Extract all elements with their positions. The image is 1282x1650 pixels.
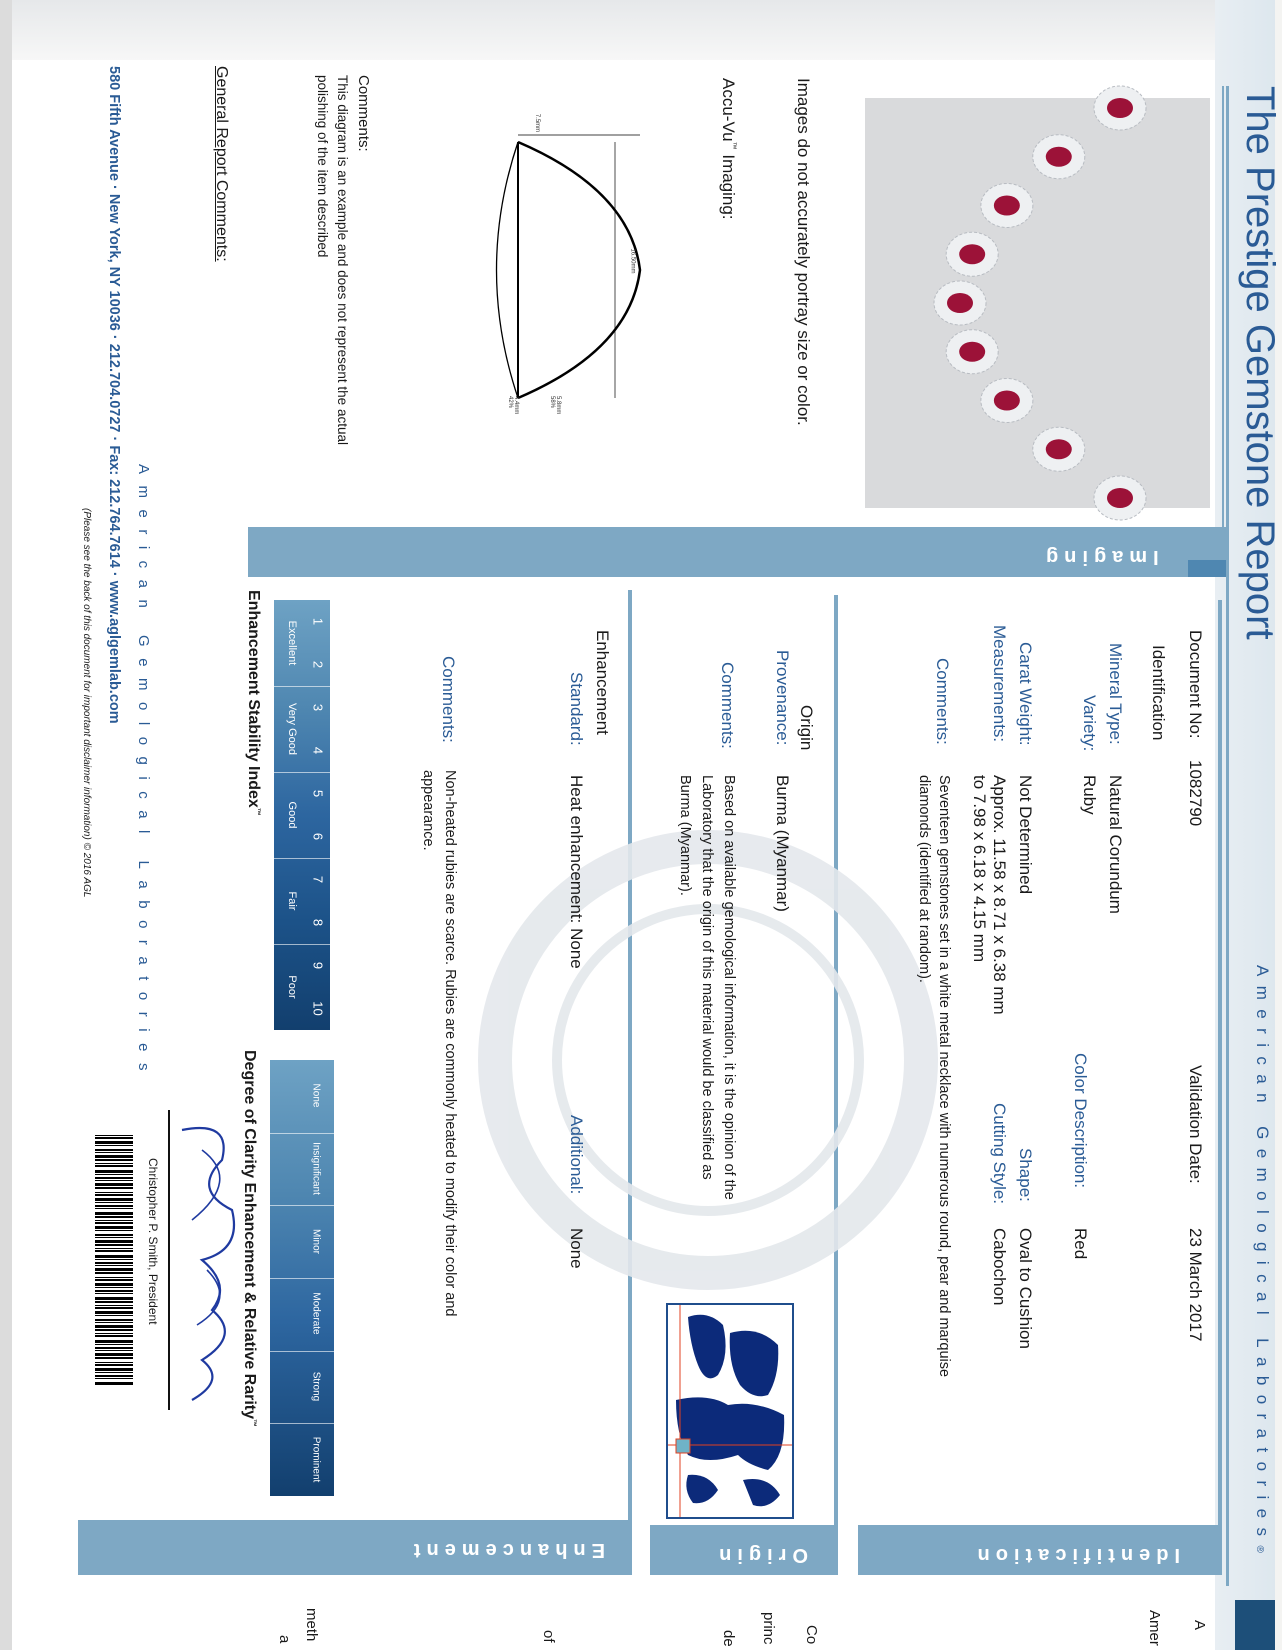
barcode-bar (95, 1290, 133, 1292)
color-description-value: Red (1071, 1228, 1090, 1260)
shape-value: Oval to Cushion (1016, 1228, 1035, 1349)
footer-org: American Gemological Laboratories (135, 464, 152, 1082)
identification-comments-line1: Seventeen gemstones set in a white metal necklace with numerous round, pear and marquise (936, 775, 952, 1378)
ruby-stone (1046, 147, 1072, 167)
edge-text-co: Co (803, 1625, 820, 1645)
measurements-line1: Approx. 11.58 x 8.71 x 6.38 mm (990, 775, 1009, 1015)
shape-label: Shape: (1016, 1148, 1035, 1202)
stability-number-10: 10 (310, 1000, 326, 1016)
barcode-graphic (95, 1135, 133, 1385)
footer-disclaimer: (Please see the back of this document for important disclaimer information) © 2016 AGL (81, 508, 92, 898)
mineral-type-value: Natural Corundum (1106, 775, 1125, 914)
ruby-stone (959, 342, 985, 362)
barcode-bar (95, 1208, 133, 1209)
variety-label: Variety: (1080, 695, 1099, 752)
document-no-label: Document No: (1186, 630, 1205, 739)
clarity-degree-2: Minor (310, 1228, 322, 1254)
necklace-photo (865, 98, 1210, 508)
barcode-bar (95, 1159, 133, 1161)
barcode-bar (95, 1163, 133, 1164)
diagram-comments-text: This diagram is an example and does not represent the actual polishing of the item described (315, 75, 350, 445)
stability-grade-1: Very Good (286, 703, 298, 755)
barcode-bar (95, 1325, 133, 1328)
dim-top: 7.5mm (534, 113, 541, 133)
barcode-bar (95, 1287, 133, 1288)
barcode-bar (95, 1382, 133, 1385)
edge-text-princ: princ (760, 1612, 777, 1645)
cabochon-diagram (470, 120, 650, 420)
stability-divider (274, 772, 330, 773)
necklace-image (865, 98, 1210, 508)
enhancement-bar-label-wrap: Enhancement (407, 1539, 605, 1561)
stability-number-3: 3 (310, 703, 326, 711)
ruby-stone (994, 196, 1020, 216)
stability-grade-2: Good (286, 801, 298, 829)
barcode-bar (95, 1297, 133, 1300)
barcode-bar (95, 1202, 133, 1203)
dim-length: 16.50mm (629, 248, 636, 274)
origin-section-label: Origin (797, 705, 816, 751)
barcode-bar (95, 1240, 133, 1243)
signature-line (168, 1110, 170, 1410)
images-disclaimer: Images do not accurately portray size or color. (794, 78, 813, 426)
report-title: The Prestige Gemstone Report (1238, 86, 1282, 640)
world-map-graphic (668, 1305, 792, 1517)
mineral-type-label: Mineral Type: (1106, 643, 1125, 745)
barcode-bar (95, 1344, 133, 1345)
clarity-divider (270, 1423, 334, 1424)
stability-title: Enhancement Stability Index™ (245, 590, 262, 816)
barcode-bar (95, 1268, 133, 1271)
clarity-rarity-1: Very Rare (258, 1146, 270, 1191)
barcode-bar (95, 1255, 133, 1258)
dim-right-top: 5.8mm 58% (549, 396, 561, 415)
clarity-divider (270, 1133, 334, 1134)
barcode-bar (95, 1347, 133, 1349)
enhancement-comments-line1: Non-heated rubies are scarce. Rubies are commonly heated to modify their color and (442, 770, 458, 1317)
clarity-degree-4: Strong (310, 1371, 322, 1402)
barcode-bar (95, 1262, 133, 1264)
stability-number-8: 8 (310, 918, 326, 926)
validation-label: Validation Date: (1186, 1065, 1205, 1184)
barcode-bar (95, 1183, 133, 1186)
barcode-bar (95, 1145, 133, 1146)
barcode-bar (95, 1137, 133, 1139)
edge-text-meth: meth (303, 1608, 320, 1642)
barcode-bar (95, 1226, 133, 1229)
barcode-bar (95, 1152, 133, 1153)
clarity-scale (258, 1060, 334, 1496)
edge-text-amer: Amer (1146, 1610, 1163, 1646)
signatory-name: Christopher P. Smith, President (146, 1158, 160, 1325)
general-comments-label: General Report Comments: (213, 66, 230, 262)
barcode-bar (95, 1220, 133, 1221)
scan-top-edge (0, 0, 1275, 60)
barcode-bar (95, 1230, 133, 1231)
barcode-bar (95, 1350, 133, 1351)
clarity-rarity-4: Common (258, 1366, 270, 1407)
clarity-rarity-3: Uncommon (258, 1288, 270, 1340)
barcode-bar (95, 1237, 133, 1238)
accu-vu-diagram (470, 113, 650, 420)
cutting-style-value: Cabochon (990, 1228, 1009, 1306)
barcode-bar (95, 1364, 133, 1366)
banner-dark (1235, 1600, 1275, 1650)
barcode-bar (95, 1248, 133, 1249)
additional-label: Additional: (567, 1115, 586, 1195)
measurements-line2: to 7.98 x 6.18 x 4.15 mm (970, 775, 989, 963)
barcode-bar (95, 1265, 133, 1266)
enhancement-comments-line2: appearance. (420, 770, 436, 851)
barcode-bar (95, 1333, 133, 1334)
dim-right-bottom: 4.4mm 42% (507, 396, 519, 415)
stability-divider (274, 686, 330, 687)
barcode-bar (95, 1234, 133, 1236)
imaging-bar-label-wrap: Imaging (1040, 546, 1159, 568)
barcode-bar (95, 1305, 133, 1306)
stability-number-1: 1 (310, 617, 326, 625)
ruby-stone (959, 244, 985, 264)
signature-graphic (172, 1110, 252, 1410)
stability-number-6: 6 (310, 832, 326, 840)
barcode-bar (95, 1222, 133, 1224)
barcode-bar (95, 1216, 133, 1218)
barcode-bar (95, 1155, 133, 1158)
origin-comments-line3: Burma (Myanmar). (677, 775, 693, 896)
additional-value: None (567, 1228, 586, 1269)
barcode-bar (95, 1319, 133, 1321)
clarity-divider (270, 1351, 334, 1352)
barcode-bar (95, 1212, 133, 1215)
barcode-bar (95, 1174, 133, 1175)
scan-left-edge (0, 0, 12, 1650)
barcode (95, 1135, 133, 1385)
document-no-value: 1082790 (1186, 760, 1205, 827)
identification-comments-line2: diamonds (identified at random). (916, 775, 932, 983)
title-divider (1226, 86, 1229, 1586)
clarity-degree-0: None (310, 1083, 322, 1108)
carat-weight-label: Carat Weight: (1016, 642, 1035, 746)
barcode-bar (95, 1368, 133, 1371)
barcode-bar (95, 1340, 133, 1343)
provenance-label: Provenance: (773, 650, 792, 746)
barcode-bar (95, 1198, 133, 1201)
stability-grade-4: Poor (286, 975, 298, 999)
stability-number-7: 7 (310, 875, 326, 883)
stability-index (274, 600, 330, 1030)
identification-comments-label: Comments: (933, 658, 952, 745)
barcode-bar (95, 1135, 133, 1136)
standard-value: Heat enhancement: None (567, 775, 586, 969)
barcode-bar (95, 1187, 133, 1189)
enhancement-section-label: Enhancement (593, 630, 612, 735)
barcode-bar (95, 1149, 133, 1151)
ruby-stone (947, 293, 973, 313)
clarity-rarity-2: Rare (258, 1230, 270, 1252)
barcode-bar (95, 1293, 133, 1294)
clarity-degree-3: Moderate (310, 1292, 322, 1335)
barcode-bar (95, 1192, 133, 1193)
origin-bar-label-wrap: Origin (713, 1544, 808, 1566)
carat-weight-value: Not Determined (1016, 775, 1035, 895)
barcode-bar (95, 1375, 133, 1377)
barcode-bar (95, 1279, 133, 1281)
enhancement-comments-label: Comments: (439, 656, 458, 743)
barcode-bar (95, 1141, 133, 1144)
diagram-comments-label: Comments: (355, 75, 372, 152)
origin-comments-line1: Based on available gemological information, it is the opinion of the (721, 775, 737, 1200)
ruby-stone (1107, 488, 1133, 508)
origin-comments-line2: Laboratory that the origin of this material would be classified as (699, 775, 715, 1180)
provenance-value: Burma (Myanmar) (773, 775, 792, 912)
ruby-stone (994, 391, 1020, 411)
barcode-bar (95, 1329, 133, 1331)
edge-text-de: de (720, 1630, 737, 1647)
barcode-bar (95, 1277, 133, 1278)
standard-label: Standard: (567, 672, 586, 746)
stability-divider (274, 858, 330, 859)
identification-divider (1218, 600, 1222, 1575)
stability-number-5: 5 (310, 789, 326, 797)
barcode-bar (95, 1335, 133, 1337)
clarity-degree-5: Prominent (310, 1436, 322, 1482)
barcode-bar (95, 1180, 133, 1181)
stability-divider (274, 944, 330, 945)
signature-scribble (172, 1110, 252, 1410)
barcode-bar (95, 1177, 133, 1179)
barcode-bar (95, 1272, 133, 1274)
barcode-bar (95, 1244, 133, 1246)
barcode-bar (95, 1372, 133, 1373)
stability-number-4: 4 (310, 746, 326, 754)
barcode-bar (95, 1194, 133, 1196)
lab-banner-text: American Gemological Laboratories® (1253, 965, 1272, 1553)
barcode-bar (95, 1307, 133, 1309)
barcode-bar (95, 1362, 133, 1363)
world-map (666, 1303, 794, 1519)
barcode-bar (95, 1315, 133, 1316)
barcode-bar (95, 1311, 133, 1314)
barcode-bar (95, 1205, 133, 1207)
accu-vu-label: Accu-Vu™ Imaging: (719, 78, 738, 220)
barcode-bar (95, 1259, 133, 1260)
barcode-bar (95, 1357, 133, 1359)
clarity-divider (270, 1205, 334, 1206)
stability-grade-3: Fair (286, 891, 298, 911)
validation-value: 23 March 2017 (1186, 1228, 1205, 1342)
measurements-label: Measurements: (990, 625, 1009, 743)
clarity-title: Degree of Clarity Enhancement & Relative Rarity™ (241, 1050, 258, 1428)
identification-section-label: Identification (1149, 645, 1168, 741)
clarity-rarity-0: Extremely Rare (258, 1061, 270, 1131)
origin-comments-label: Comments: (718, 662, 737, 749)
clarity-degree-1: Insignificant (310, 1142, 322, 1195)
clarity-divider (270, 1278, 334, 1279)
barcode-bar (95, 1322, 133, 1323)
barcode-bar (95, 1378, 133, 1379)
variety-value: Ruby (1080, 775, 1099, 815)
imaging-divider (1222, 86, 1224, 576)
cutting-style-label: Cutting Style: (990, 1103, 1009, 1205)
stability-grade-0: Excellent (286, 620, 298, 666)
barcode-bar (95, 1301, 133, 1303)
edge-text-of: of (540, 1630, 557, 1643)
color-description-label: Color Description: (1071, 1053, 1090, 1189)
barcode-bar (95, 1250, 133, 1252)
barcode-bar (95, 1353, 133, 1356)
identification-bar-label-wrap: Identification (971, 1544, 1180, 1566)
stability-number-2: 2 (310, 660, 326, 668)
edge-text-a2: a (276, 1635, 293, 1644)
footer-address: 580 Fifth Avenue · New York, NY 10036 · 212.704.0727 · Fax: 212.764.7614 · www.aglgemlab.com (106, 66, 122, 724)
barcode-bar (95, 1283, 133, 1286)
edge-text-a1: A (1191, 1620, 1208, 1631)
barcode-bar (95, 1165, 133, 1167)
ruby-stone (1046, 439, 1072, 459)
stability-number-9: 9 (310, 961, 326, 969)
clarity-rarity-5: Very Common (258, 1427, 270, 1491)
barcode-bar (95, 1170, 133, 1173)
ruby-stone (1107, 98, 1133, 118)
